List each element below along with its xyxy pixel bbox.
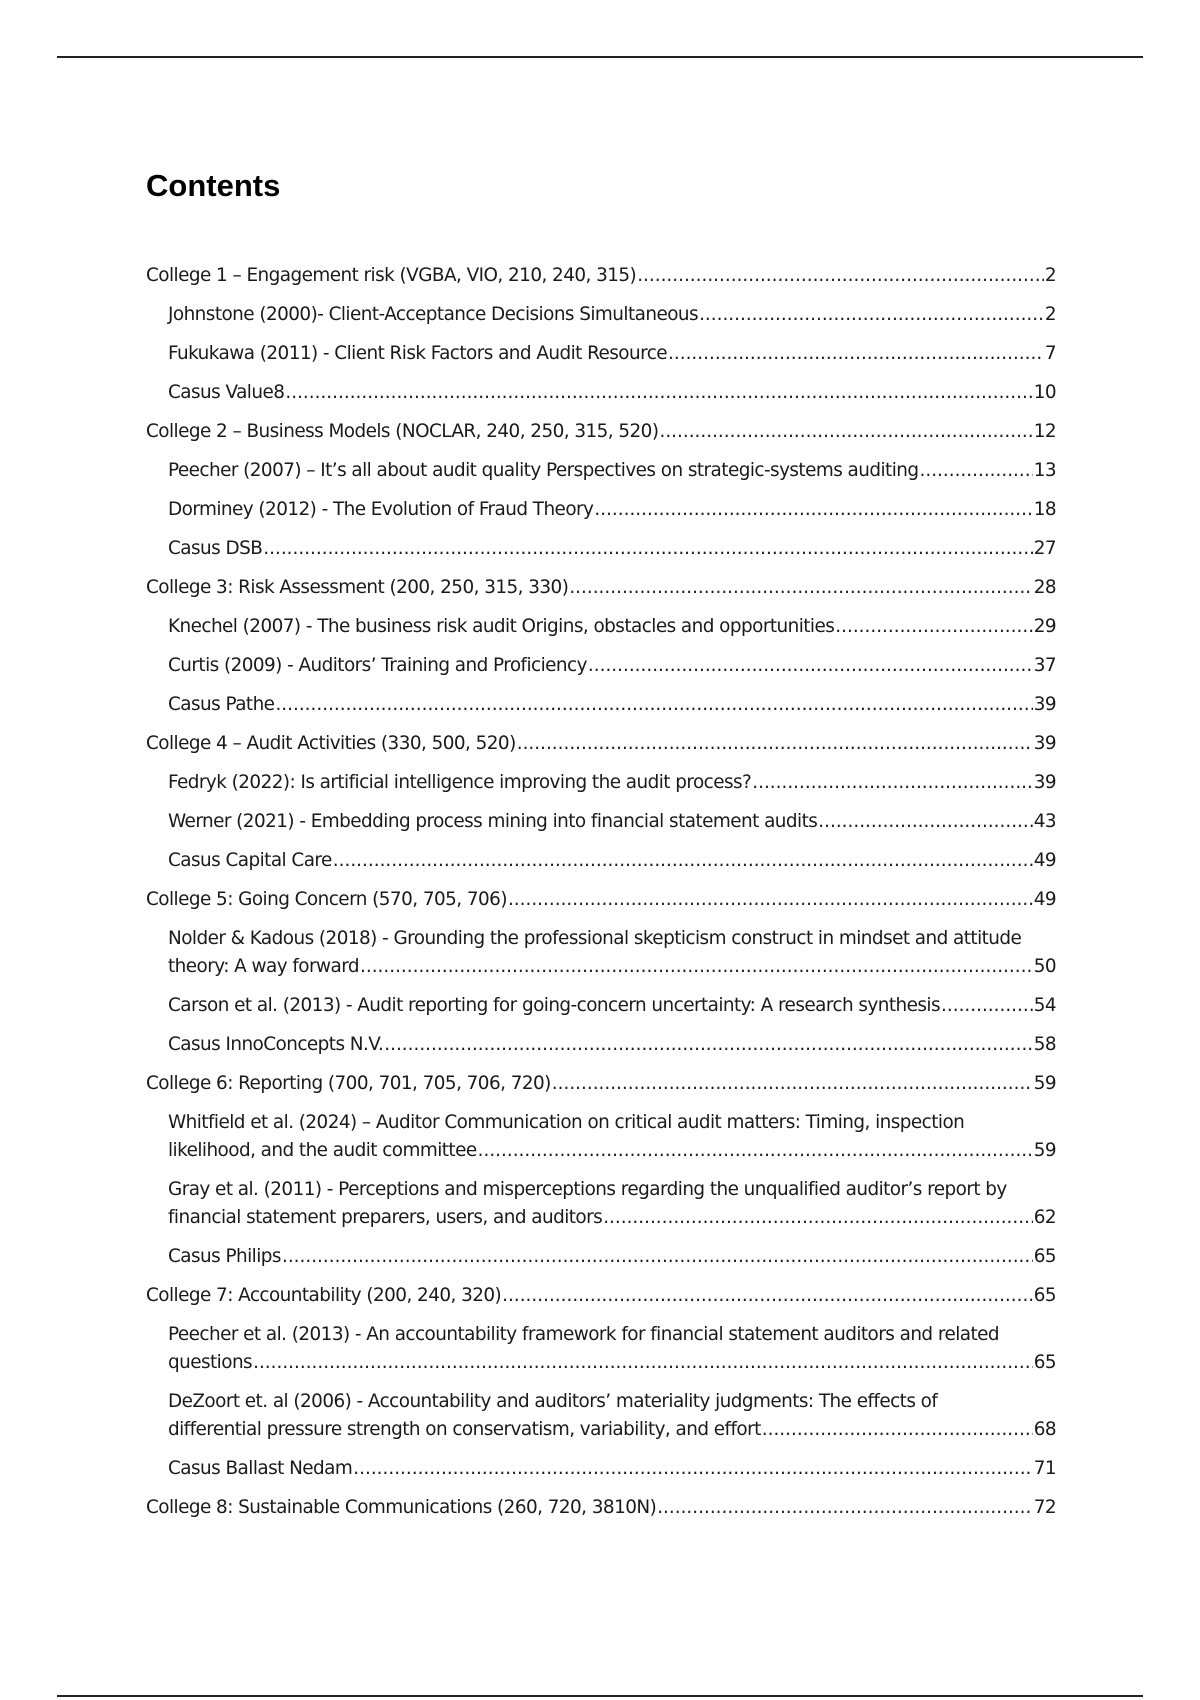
toc-entry-row — [168, 379, 1056, 407]
toc-page-number: 39 — [1033, 694, 1056, 715]
toc-chapter-entry[interactable] — [146, 1494, 1056, 1522]
toc-chapter-entry[interactable] — [146, 1282, 1056, 1310]
toc-dot-leader — [253, 1349, 1033, 1377]
toc-dot-leader — [588, 652, 1033, 680]
toc-entry-row — [168, 808, 1056, 836]
footer-rule — [57, 1695, 1143, 1697]
toc-page-number: 27 — [1033, 538, 1056, 559]
toc-entry-title: Casus Ballast Nedam — [168, 1458, 353, 1479]
toc-section-entry[interactable] — [146, 652, 1056, 680]
toc-section-entry[interactable] — [146, 340, 1056, 368]
toc-dot-leader — [552, 1070, 1033, 1098]
toc-entry-title-line1: Gray et al. (2011) - Perceptions and misperceptions regarding the unqualified auditor’s report by — [168, 1179, 1007, 1200]
toc-dot-leader — [360, 953, 1033, 981]
toc-entry-title-line1: Whitfield et al. (2024) – Auditor Communication on critical audit matters: Timing, inspection — [168, 1112, 965, 1133]
toc-dot-leader — [478, 1137, 1033, 1165]
toc-dot-leader — [569, 574, 1032, 602]
toc-dot-leader — [657, 1494, 1032, 1522]
toc-dot-leader — [263, 535, 1032, 563]
toc-entry-row — [146, 574, 1056, 602]
toc-entry-title: College 4 – Audit Activities (330, 500, 520) — [146, 733, 516, 754]
toc-entry-row — [168, 1243, 1056, 1271]
toc-page-number: 29 — [1033, 616, 1056, 637]
toc-entry-row — [146, 418, 1056, 446]
toc-section-entry[interactable] — [146, 301, 1056, 329]
toc-entry-title: Casus DSB — [168, 538, 263, 559]
toc-dot-leader — [699, 301, 1044, 329]
toc-page-number: 72 — [1033, 1497, 1056, 1518]
toc-entry-row — [168, 652, 1056, 680]
header-rule — [57, 56, 1143, 58]
toc-page-number: 58 — [1033, 1034, 1056, 1055]
toc-dot-leader — [920, 457, 1033, 485]
toc-entry-row — [168, 1031, 1056, 1059]
toc-entry-title: College 3: Risk Assessment (200, 250, 315, 330) — [146, 577, 569, 598]
toc-entry-row — [168, 847, 1056, 875]
toc-entry-title: questions — [168, 1352, 253, 1373]
toc-entry-row — [168, 535, 1056, 563]
toc-entry-row — [168, 953, 1056, 981]
toc-entry-row — [168, 496, 1056, 524]
toc-entry-title: likelihood, and the audit committee — [168, 1140, 477, 1161]
toc-section-entry[interactable] — [146, 1388, 1056, 1444]
toc-page-number: 59 — [1033, 1073, 1056, 1094]
toc-section-entry[interactable] — [146, 691, 1056, 719]
toc-chapter-entry[interactable] — [146, 730, 1056, 758]
toc-entry-title: Dorminey (2012) - The Evolution of Fraud Theory — [168, 499, 594, 520]
page-title: Contents — [146, 168, 281, 203]
toc-entry-title-line1: DeZoort et. al (2006) - Accountability and auditors’ materiality judgments: The effects of — [168, 1391, 938, 1412]
toc-entry-row — [146, 730, 1056, 758]
toc-page-number: 62 — [1033, 1207, 1056, 1228]
toc-entry-row — [146, 1494, 1056, 1522]
toc-page-number: 68 — [1033, 1419, 1056, 1440]
toc-entry-title: Casus Value8 — [168, 382, 285, 403]
toc-entry-title: College 6: Reporting (700, 701, 705, 706, 720) — [146, 1073, 551, 1094]
toc-page-number: 18 — [1033, 499, 1056, 520]
toc-entry-title: differential pressure strength on conservatism, variability, and effort — [168, 1419, 761, 1440]
toc-section-entry[interactable] — [146, 379, 1056, 407]
toc-page-number: 37 — [1033, 655, 1056, 676]
toc-entry-title: theory: A way forward — [168, 956, 360, 977]
toc-chapter-entry[interactable] — [146, 886, 1056, 914]
toc-section-entry[interactable] — [146, 613, 1056, 641]
toc-dot-leader — [594, 496, 1032, 524]
toc-dot-leader — [384, 1031, 1032, 1059]
toc-page-number: 12 — [1033, 421, 1056, 442]
toc-dot-leader — [941, 992, 1033, 1020]
toc-page-number: 13 — [1033, 460, 1056, 481]
toc-entry-row — [168, 992, 1056, 1020]
toc-entry-row — [168, 1137, 1056, 1165]
toc-dot-leader — [282, 1243, 1033, 1271]
toc-entry-row — [168, 613, 1056, 641]
toc-section-entry[interactable] — [146, 769, 1056, 797]
toc-entry-row — [168, 691, 1056, 719]
table-of-contents — [146, 262, 1056, 1522]
toc-section-entry[interactable] — [146, 992, 1056, 1020]
toc-entry-row — [146, 262, 1056, 290]
toc-dot-leader — [508, 886, 1033, 914]
toc-entry-row — [168, 1204, 1056, 1232]
toc-page-number: 10 — [1033, 382, 1056, 403]
toc-entry-row — [168, 1455, 1056, 1483]
toc-dot-leader — [668, 340, 1044, 368]
toc-dot-leader — [275, 691, 1032, 719]
toc-chapter-entry[interactable] — [146, 574, 1056, 602]
toc-entry-title: Johnstone (2000)- Client-Acceptance Decisions Simultaneous — [168, 304, 699, 325]
toc-chapter-entry[interactable] — [146, 1070, 1056, 1098]
toc-entry-title-line1: Nolder & Kadous (2018) - Grounding the professional skepticism construct in mindset and attitude — [168, 928, 1022, 949]
toc-entry-title: Peecher (2007) – It’s all about audit quality Perspectives on strategic-systems auditing — [168, 460, 919, 481]
toc-section-entry[interactable] — [146, 925, 1056, 981]
toc-entry-row — [168, 457, 1056, 485]
toc-dot-leader — [762, 1416, 1033, 1444]
toc-entry-title: Knechel (2007) - The business risk audit Origins, obstacles and opportunities — [168, 616, 835, 637]
toc-section-entry[interactable] — [146, 1455, 1056, 1483]
toc-page-number: 71 — [1033, 1458, 1056, 1479]
toc-page-number: 54 — [1033, 995, 1056, 1016]
toc-entry-title: College 2 – Business Models (NOCLAR, 240, 250, 315, 520) — [146, 421, 659, 442]
toc-page-number: 65 — [1033, 1246, 1056, 1267]
toc-entry-title-line1: Peecher et al. (2013) - An accountability framework for financial statement auditors and related — [168, 1324, 1000, 1345]
toc-dot-leader — [517, 730, 1033, 758]
toc-chapter-entry[interactable] — [146, 418, 1056, 446]
toc-entry-row — [168, 340, 1056, 368]
toc-page-number: 28 — [1033, 577, 1056, 598]
toc-entry-title: Casus InnoConcepts N.V. — [168, 1034, 384, 1055]
toc-dot-leader — [603, 1204, 1033, 1232]
toc-section-entry[interactable] — [146, 1176, 1056, 1232]
toc-chapter-entry[interactable] — [146, 262, 1056, 290]
toc-page-number: 2 — [1044, 304, 1056, 325]
toc-entry-row — [146, 1070, 1056, 1098]
toc-entry-title: financial statement preparers, users, and auditors — [168, 1207, 603, 1228]
toc-entry-title: Casus Philips — [168, 1246, 281, 1267]
toc-section-entry[interactable] — [146, 535, 1056, 563]
toc-entry-title: College 7: Accountability (200, 240, 320) — [146, 1285, 502, 1306]
toc-dot-leader — [835, 613, 1032, 641]
toc-page-number: 59 — [1033, 1140, 1056, 1161]
toc-entry-title: Werner (2021) - Embedding process mining into financial statement audits — [168, 811, 818, 832]
toc-entry-title: College 1 – Engagement risk (VGBA, VIO, 210, 240, 315) — [146, 265, 637, 286]
toc-page-number: 65 — [1033, 1285, 1056, 1306]
toc-page-number: 2 — [1044, 265, 1056, 286]
toc-page-number: 65 — [1033, 1352, 1056, 1373]
toc-entry-title: Casus Capital Care — [168, 850, 332, 871]
toc-page-number: 7 — [1044, 343, 1056, 364]
toc-section-entry[interactable] — [146, 808, 1056, 836]
toc-page-number: 39 — [1033, 772, 1056, 793]
toc-entry-title: College 5: Going Concern (570, 705, 706) — [146, 889, 507, 910]
toc-page-number: 49 — [1033, 889, 1056, 910]
toc-page-number: 50 — [1033, 956, 1056, 977]
toc-section-entry[interactable] — [146, 1109, 1056, 1165]
toc-entry-title: Casus Pathe — [168, 694, 275, 715]
toc-dot-leader — [333, 847, 1033, 875]
toc-section-entry[interactable] — [146, 1243, 1056, 1271]
toc-dot-leader — [659, 418, 1032, 446]
toc-entry-title: Carson et al. (2013) - Audit reporting for going-concern uncertainty: A research synthesis — [168, 995, 941, 1016]
toc-entry-row — [168, 1349, 1056, 1377]
toc-section-entry[interactable] — [146, 847, 1056, 875]
toc-dot-leader — [285, 379, 1032, 407]
toc-entry-row — [146, 1282, 1056, 1310]
toc-page-number: 43 — [1033, 811, 1056, 832]
toc-dot-leader — [637, 262, 1044, 290]
toc-page-number: 49 — [1033, 850, 1056, 871]
toc-section-entry[interactable] — [146, 496, 1056, 524]
toc-page-number: 39 — [1033, 733, 1056, 754]
toc-entry-title: College 8: Sustainable Communications (260, 720, 3810N) — [146, 1497, 657, 1518]
toc-entry-row — [168, 301, 1056, 329]
toc-entry-title: Fukukawa (2011) - Client Risk Factors and Audit Resource — [168, 343, 668, 364]
toc-dot-leader — [818, 808, 1032, 836]
toc-entry-row — [168, 769, 1056, 797]
toc-entry-title: Curtis (2009) - Auditors’ Training and Proficiency — [168, 655, 587, 676]
toc-entry-row — [168, 1416, 1056, 1444]
toc-dot-leader — [353, 1455, 1032, 1483]
toc-section-entry[interactable] — [146, 1321, 1056, 1377]
toc-dot-leader — [752, 769, 1032, 797]
toc-dot-leader — [502, 1282, 1033, 1310]
toc-entry-title: Fedryk (2022): Is artificial intelligence improving the audit process? — [168, 772, 752, 793]
toc-section-entry[interactable] — [146, 457, 1056, 485]
toc-entry-row — [146, 886, 1056, 914]
toc-section-entry[interactable] — [146, 1031, 1056, 1059]
